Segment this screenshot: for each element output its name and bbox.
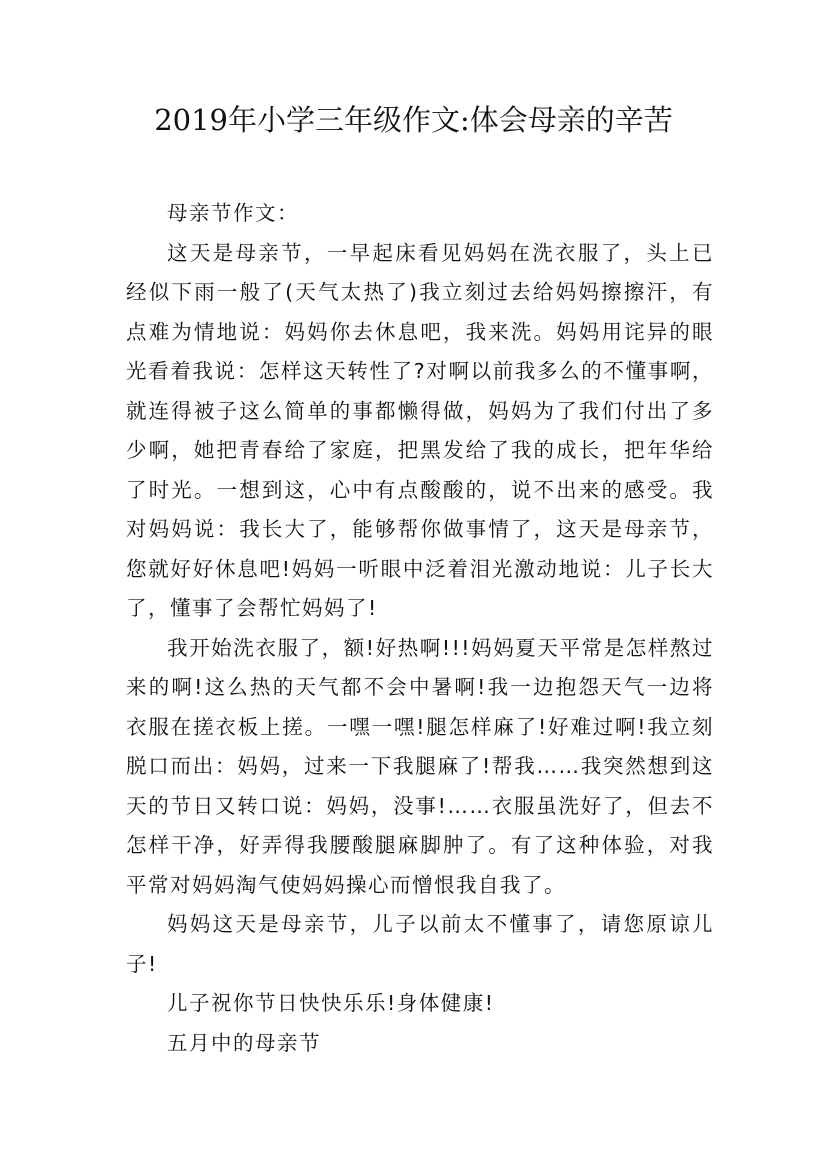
paragraph-apology: 妈妈这天是母亲节，儿子以前太不懂事了，请您原谅儿子!	[126, 912, 714, 976]
document-body	[126, 194, 714, 1063]
document-title: 2019年小学三年级作文:体会母亲的辛苦	[154, 103, 673, 137]
paragraph-washing-clothes: 我开始洗衣服了，额!好热啊!!!妈妈夏天平常是怎样熬过来的啊!这么热的天气都不会中暑啊!我一边抱怨天气一边将衣服在搓衣板上搓。一嘿一嘿!腿怎样麻了!好难过啊!我立刻脱口而出：妈妈，过来一下我腿麻了!帮我……我突然想到这天的节日又转口说：妈妈，没事!……衣服虽洗好了，但去不怎样干净，好弄得我腰酸腿麻脚肿了。有了这种体验，对我平常对妈妈淘气使妈妈操心而憎恨我自我了。	[126, 635, 714, 897]
paragraph-mothers-day-morning: 这天是母亲节，一早起床看见妈妈在洗衣服了，头上已经似下雨一般了(天气太热了)我立刻过去给妈妈擦擦汗，有点难为情地说：妈妈你去休息吧，我来洗。妈妈用诧异的眼光看着我说：怎样这天转性了?对啊以前我多么的不懂事啊，就连得被子这么简单的事都懒得做，妈妈为了我们付出了多少啊，她把青春给了家庭，把黑发给了我的成长，把年华给了时光。一想到这，心中有点酸酸的，说不出来的感受。我对妈妈说：我长大了，能够帮你做事情了，这天是母亲节，您就好好休息吧!妈妈一听眼中泛着泪光激动地说：儿子长大了，懂事了会帮忙妈妈了!	[126, 240, 714, 620]
paragraph-wishes: 儿子祝你节日快快乐乐!身体健康!	[167, 991, 495, 1015]
paragraph-intro: 母亲节作文：	[167, 201, 299, 225]
paragraph-closing: 五月中的母亲节	[167, 1030, 321, 1055]
